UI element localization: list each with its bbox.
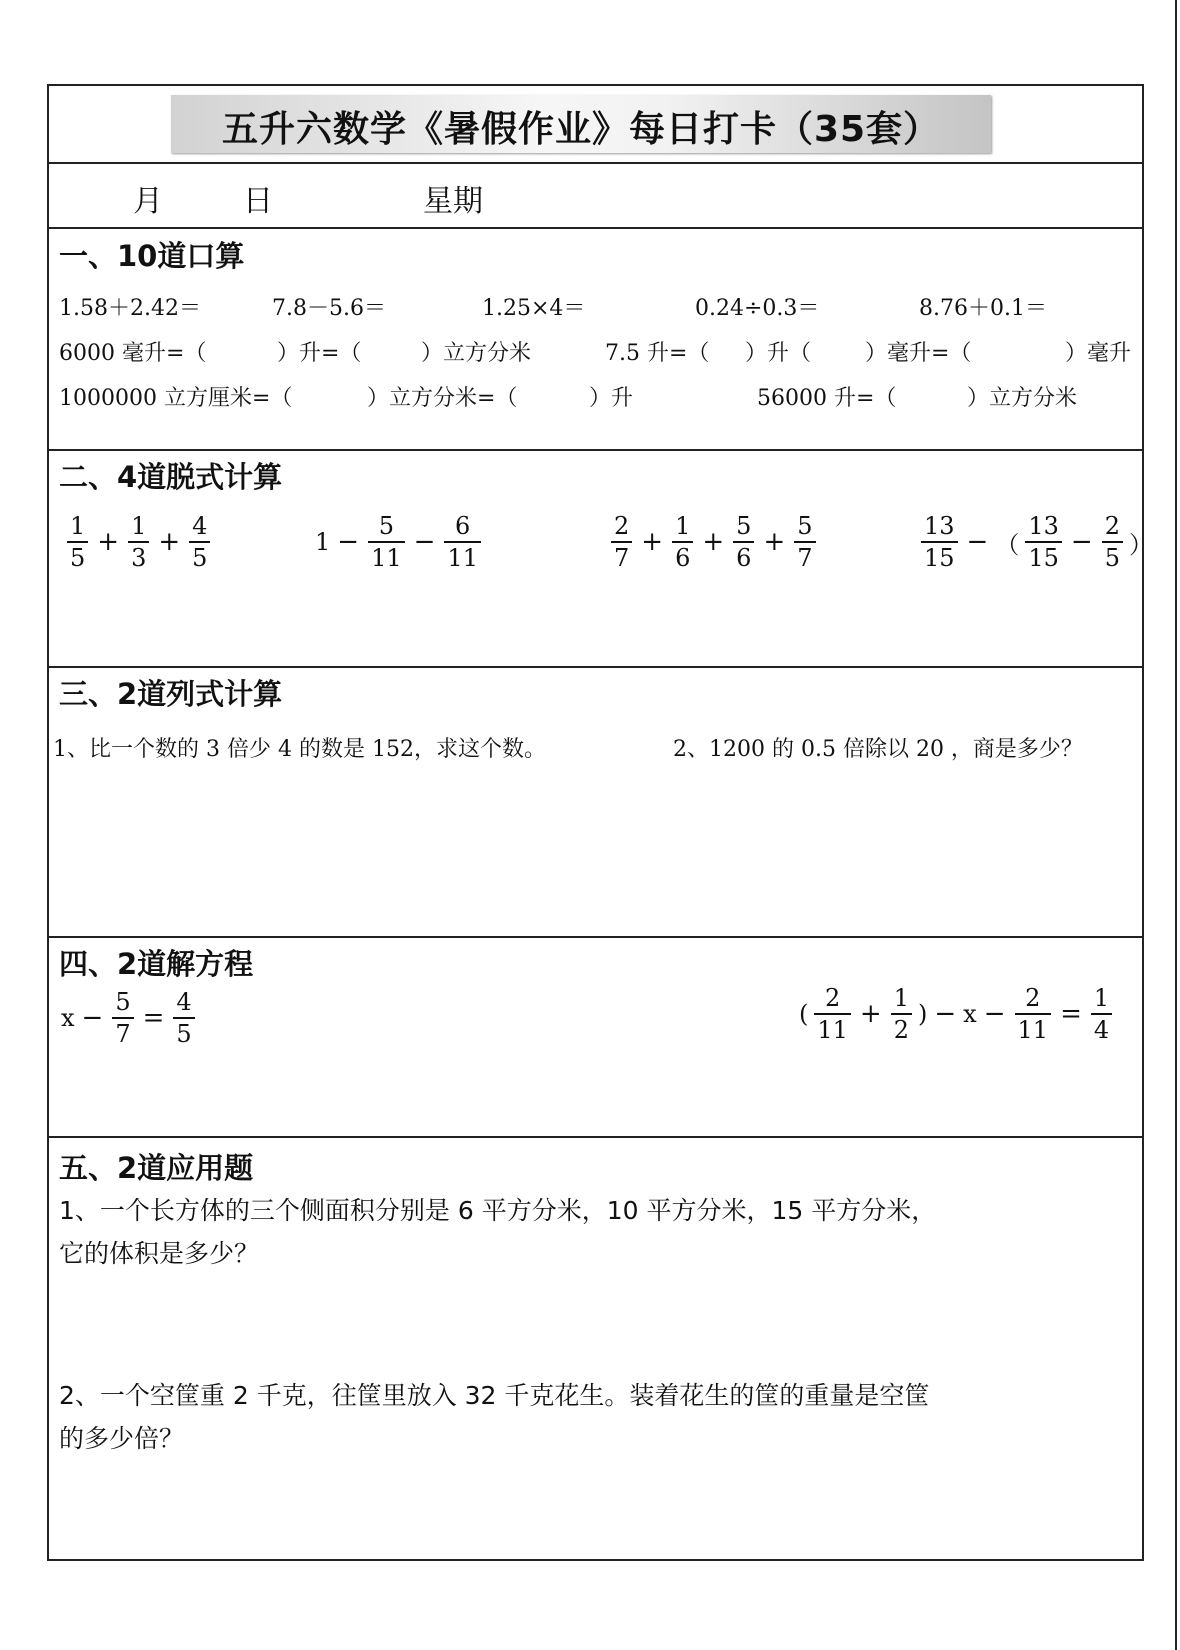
fraction: $\frac{1}{6}$ <box>670 514 695 570</box>
fraction: $\frac{6}{11}$ <box>442 514 483 570</box>
fraction: $\frac{1}{2}$ <box>889 986 914 1042</box>
page-title: 五升六数学《暑假作业》每日打卡（35套） <box>221 109 941 150</box>
fraction: $\frac{1}{3}$ <box>126 514 151 570</box>
oral-problem: 7.8－5.6＝ <box>272 296 386 321</box>
section-title: 二、4道脱式计算 <box>59 460 283 494</box>
worksheet <box>47 84 1153 1561</box>
page-edge-line <box>1175 0 1177 1650</box>
fraction: $\frac{13}{15}$ <box>919 514 960 570</box>
section-written-calculation <box>49 668 1142 938</box>
fraction: $\frac{1}{4}$ <box>1089 986 1114 1042</box>
written-problem-2: 2、1200 的 0.5 倍除以 20 ，商是多少？ <box>673 737 1083 762</box>
oral-problem: 0.24÷0.3＝ <box>695 296 820 321</box>
fraction: $\frac{5}{7}$ <box>110 990 135 1046</box>
fraction: $\frac{5}{7}$ <box>792 514 817 570</box>
word-problem-2-line-1: 2、一个空筐重 2 千克，往筐里放入 32 千克花生。装着花生的筐的重量是空筐 <box>59 1381 930 1410</box>
fraction: $\frac{5}{6}$ <box>731 514 756 570</box>
step-expression-3: $\frac{2}{7}$ + $\frac{1}{6}$ + $\frac{5}{6}$ + $\frac{5}{7}$ <box>609 514 818 570</box>
fraction: $\frac{4}{5}$ <box>171 990 196 1046</box>
fraction: $\frac{4}{5}$ <box>187 514 212 570</box>
word-problem-1-line-1: 1、一个长方体的三个侧面积分别是 6 平方分米，10 平方分米，15 平方分米， <box>59 1196 937 1225</box>
section-title: 一、10道口算 <box>59 239 245 273</box>
section-step-calculation <box>49 451 1153 668</box>
unit-conversion-text: ）立方分米=（ <box>367 386 518 411</box>
section-word-problems <box>49 1138 1142 1559</box>
unit-conversion-text: ）立方分米 <box>421 341 532 366</box>
section-title: 五、2道应用题 <box>59 1151 254 1185</box>
day-label: 日 <box>243 184 273 219</box>
section-title: 三、2道列式计算 <box>59 677 283 711</box>
equation-1: x − $\frac{5}{7}$ = $\frac{4}{5}$ <box>61 990 197 1046</box>
unit-conversion-text: ）立方分米 <box>967 386 1078 411</box>
word-problem-2-line-2: 的多少倍？ <box>59 1424 185 1453</box>
fraction: $\frac{2}{11}$ <box>812 986 853 1042</box>
unit-conversion-text: 7.5 升=（ <box>605 341 710 366</box>
fraction: $\frac{2}{5}$ <box>1100 514 1125 570</box>
fraction: $\frac{1}{5}$ <box>65 514 90 570</box>
title-banner <box>171 95 991 153</box>
section-oral-calculation <box>49 229 1142 451</box>
oral-problem: 8.76＋0.1＝ <box>919 296 1047 321</box>
written-problem-1: 1、比一个数的 3 倍少 4 的数是 152，求这个数。 <box>53 737 546 762</box>
equation-2: ( $\frac{2}{11}$ + $\frac{1}{2}$ ) − x − $\frac{2}{11}$ = $\frac{1}{4}$ <box>799 986 1114 1042</box>
oral-problem: 1.58＋2.42＝ <box>59 296 201 321</box>
unit-conversion-text: ）升=（ <box>277 341 362 366</box>
unit-conversion-text: ）升 <box>589 386 634 411</box>
fraction: $\frac{5}{11}$ <box>366 514 407 570</box>
unit-conversion-text: ）毫升 <box>1065 341 1132 366</box>
unit-conversion-text: ）升（ <box>745 341 812 366</box>
word-problem-1-line-2: 它的体积是多少？ <box>59 1239 260 1268</box>
oral-problem: 1.25×4＝ <box>482 296 586 321</box>
unit-conversion-text: 1000000 立方厘米=（ <box>59 386 293 411</box>
date-row <box>49 164 1142 229</box>
step-expression-1: $\frac{1}{5}$ + $\frac{1}{3}$ + $\frac{4}{5}$ <box>65 514 212 570</box>
fraction: $\frac{2}{7}$ <box>609 514 634 570</box>
step-expression-4: $\frac{13}{15}$ − （ $\frac{13}{15}$ − $\frac{2}{5}$ ） <box>919 514 1153 570</box>
section-title: 四、2道解方程 <box>59 947 254 981</box>
unit-conversion-text: 56000 升=（ <box>757 386 897 411</box>
month-label: 月 <box>133 184 163 219</box>
unit-conversion-text: 6000 毫升=（ <box>59 341 207 366</box>
fraction: $\frac{13}{15}$ <box>1023 514 1064 570</box>
weekday-label: 星期 <box>423 184 483 219</box>
section-equations <box>49 938 1142 1138</box>
fraction: $\frac{2}{11}$ <box>1013 986 1054 1042</box>
title-row <box>49 86 1142 164</box>
unit-conversion-text: ）毫升=（ <box>865 341 972 366</box>
step-expression-2: 1 − $\frac{5}{11}$ − $\frac{6}{11}$ <box>315 514 483 570</box>
